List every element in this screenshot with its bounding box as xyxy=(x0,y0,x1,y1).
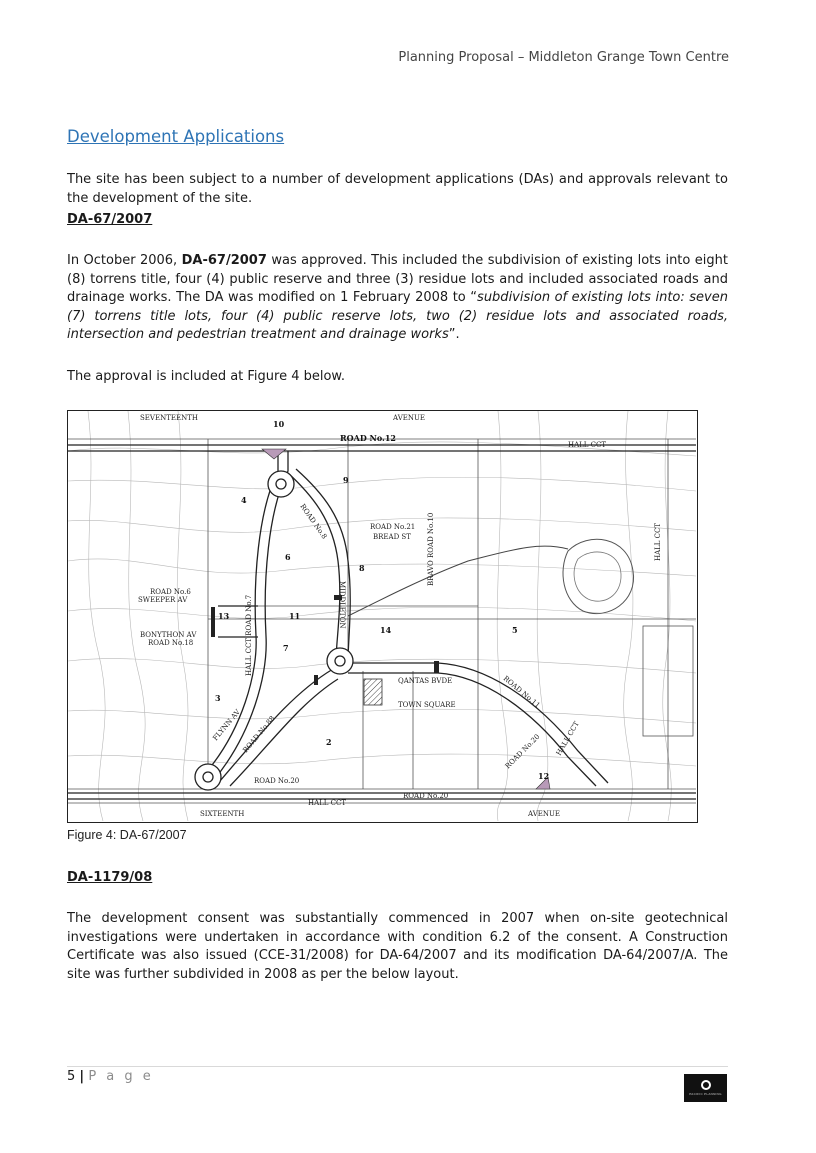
section-heading-development-applications[interactable]: Development Applications xyxy=(67,127,285,146)
label-lot3: 3 xyxy=(215,693,221,703)
da-1179-08-heading: DA-1179/08 xyxy=(67,870,153,885)
label-lot12: 12 xyxy=(538,771,550,781)
label-qantas-bvde: QANTAS BVDE xyxy=(398,677,453,685)
label-lot2: 2 xyxy=(326,737,332,747)
label-lot14: 14 xyxy=(380,625,392,635)
label-lot11: 11 xyxy=(289,611,301,621)
label-sixteenth: SIXTEENTH xyxy=(200,810,245,818)
header-title: Planning Proposal – Middleton Grange Town Centre xyxy=(398,50,729,65)
label-road6: ROAD No.6 xyxy=(150,588,191,596)
contour-lines xyxy=(68,411,696,821)
subdivision-plan-drawing xyxy=(68,411,696,821)
label-lot8: 8 xyxy=(359,563,365,573)
label-road20b: ROAD No.20 xyxy=(503,732,542,771)
page-number-separator: | xyxy=(79,1069,85,1084)
label-town-square: TOWN SQUARE xyxy=(398,701,456,709)
da1-text-b: was approved. This included the subdivision of existing lots into eight (8) torrens title, four (4) public reserve and three (3) residue lots and included associated roads and drainage works. The DA was modified on 1 February 2008 to “ xyxy=(67,253,728,306)
intro-paragraph: The site has been subject to a number of development applications (DAs) and approvals relevant to the development of the site. xyxy=(67,172,728,206)
crossing-block xyxy=(211,607,215,637)
logo-mark-icon xyxy=(701,1080,711,1090)
label-road10: BRAVO ROAD No.10 xyxy=(427,512,435,586)
label-road88: ROAD No.88 xyxy=(241,714,277,755)
label-lot13: 13 xyxy=(218,611,230,621)
da-67-2007-heading: DA-67/2007 xyxy=(67,212,153,227)
road-network xyxy=(68,445,696,799)
label-middleton: MIDDLETON xyxy=(338,581,346,629)
company-logo xyxy=(684,1074,727,1102)
label-road8: ROAD No.8 xyxy=(298,502,329,541)
label-sweeper-av: SWEEPER AV xyxy=(138,596,188,604)
label-hall-cct-right: HALL CCT xyxy=(554,720,581,757)
figure-reference-paragraph: The approval is included at Figure 4 below. xyxy=(67,369,346,384)
da-1179-08-paragraph: The development consent was substantially commenced in 2007 when on-site geotechnical investigations were undertaken in accordance with condition 6.2 of the consent. A Construction Certificate was also issued (CCE-31/2008) for DA-64/2007 and its modification DA-64/2007/A. The site was further subdivided in 2008 as per the below layout. xyxy=(67,911,728,982)
town-square-hatch xyxy=(364,679,382,705)
page-number-value: 5 xyxy=(67,1069,76,1084)
label-flynn-av: FLYNN AV xyxy=(211,708,242,743)
label-bonython-av: BONYTHON AV xyxy=(140,631,197,639)
page-number xyxy=(67,1069,154,1084)
crossing-block xyxy=(314,675,318,685)
da1-text-c: ”. xyxy=(448,327,460,343)
label-road18: ROAD No.18 xyxy=(148,639,194,647)
footer-divider xyxy=(67,1066,728,1067)
figure-caption-label: Figure 4 xyxy=(67,828,113,842)
page-word: P a g e xyxy=(88,1069,154,1084)
label-lot10: 10 xyxy=(273,419,285,429)
creek-line xyxy=(348,546,568,616)
label-road20: ROAD No.20 xyxy=(254,777,300,785)
label-hall-cct-top: HALL CCT xyxy=(568,441,607,449)
crossing-block xyxy=(434,661,439,673)
label-road-no20-bottom: ROAD No.20 xyxy=(403,792,449,800)
label-avenue-bottom: AVENUE xyxy=(528,810,561,818)
figure-caption xyxy=(67,828,187,842)
label-bread-st: BREAD ST xyxy=(373,533,411,541)
label-hall-cct-road7: HALL CCT ROAD No.7 xyxy=(245,594,253,676)
label-road11: ROAD No.11 xyxy=(501,674,542,710)
label-road12: ROAD No.12 xyxy=(340,433,396,443)
figure-caption-text: : DA-67/2007 xyxy=(112,828,187,842)
label-hall-cct-bottom: HALL CCT xyxy=(308,799,347,807)
label-hall-cct-vertical: HALL CCT xyxy=(654,522,662,561)
label-lot6: 6 xyxy=(285,552,291,562)
lot10-marker xyxy=(262,449,286,459)
label-seventeenth: SEVENTEENTH xyxy=(140,414,198,422)
logo-text: PACIFIC PLANNING xyxy=(689,1092,722,1096)
pond-inner-outline xyxy=(574,552,621,601)
lot-boundaries xyxy=(68,439,696,803)
da1-text-bold: DA-67/2007 xyxy=(181,253,267,268)
label-lot9: 9 xyxy=(343,475,349,485)
pond-outline xyxy=(563,539,634,613)
da1-text-a: In October 2006, xyxy=(67,253,182,268)
label-road21: ROAD No.21 xyxy=(370,523,416,531)
label-lot5: 5 xyxy=(512,625,518,635)
label-avenue-top: AVENUE xyxy=(393,414,426,422)
label-lot4: 4 xyxy=(241,495,247,505)
label-lot7: 7 xyxy=(283,643,289,653)
figure-4-subdivision-plan xyxy=(67,410,698,823)
da1-text-italic: subdivision of existing lots into: seven (7) torrens title lots, four (4) public reserve lots, two (2) residue lots and associated roads, intersection and pedestrian treatment and drainage works xyxy=(67,290,728,343)
da-67-2007-paragraph xyxy=(67,252,728,345)
